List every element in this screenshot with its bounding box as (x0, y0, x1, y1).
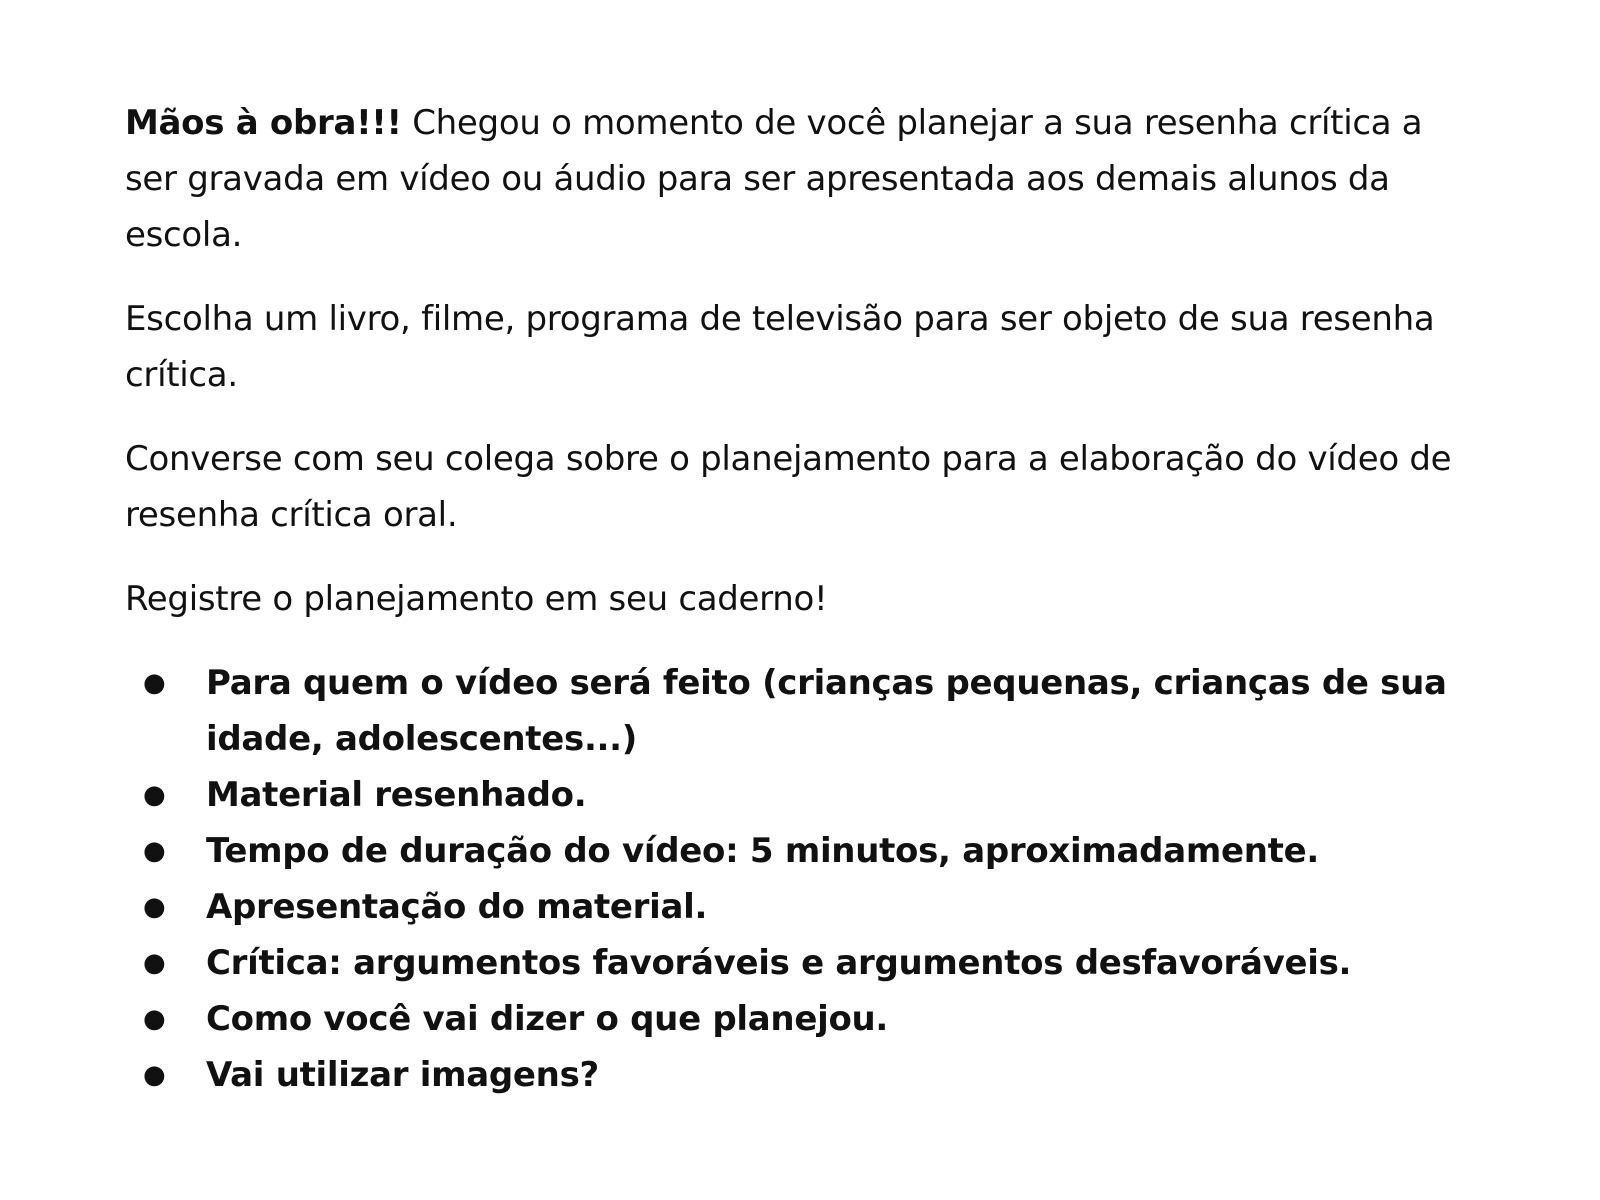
list-item (125, 655, 1455, 767)
bullet-icon: ● (143, 892, 166, 922)
list-item-text: Como você vai dizer o que planejou. (206, 999, 889, 1039)
list-item (125, 991, 1455, 1047)
planning-list (125, 655, 1455, 1103)
bullet-icon: ● (143, 780, 166, 810)
list-item-text: Vai utilizar imagens? (206, 1055, 599, 1095)
list-item-text: Para quem o vídeo será feito (crianças pequenas, crianças de sua idade, adolescentes...) (206, 663, 1447, 759)
paragraph-register: Registre o planejamento em seu caderno! (125, 579, 828, 619)
bullet-icon: ● (143, 1060, 166, 1090)
list-item (125, 935, 1455, 991)
list-item (125, 767, 1455, 823)
intro-bold: Mãos à obra!!! (125, 103, 402, 143)
document-page (125, 95, 1455, 1103)
list-item-text: Tempo de duração do vídeo: 5 minutos, aproximadamente. (206, 831, 1319, 871)
bullet-icon: ● (143, 1004, 166, 1034)
bullet-icon: ● (143, 948, 166, 978)
paragraph-choose: Escolha um livro, filme, programa de televisão para ser objeto de sua resenha crítica. (125, 299, 1435, 395)
list-item (125, 823, 1455, 879)
intro-paragraph (125, 95, 1455, 263)
list-item (125, 879, 1455, 935)
bullet-icon: ● (143, 668, 166, 698)
list-item-text: Apresentação do material. (206, 887, 708, 927)
list-item-text: Crítica: argumentos favoráveis e argumentos desfavoráveis. (206, 943, 1352, 983)
intro-text: Chegou o momento de você planejar a sua resenha crítica a ser gravada em vídeo ou áudio para ser apresentada aos demais alunos da escola. (125, 103, 1423, 255)
list-item-text: Material resenhado. (206, 775, 587, 815)
bullet-icon: ● (143, 836, 166, 866)
paragraph-talk: Converse com seu colega sobre o planejamento para a elaboração do vídeo de resenha crítica oral. (125, 439, 1452, 535)
list-item (125, 1047, 1455, 1103)
